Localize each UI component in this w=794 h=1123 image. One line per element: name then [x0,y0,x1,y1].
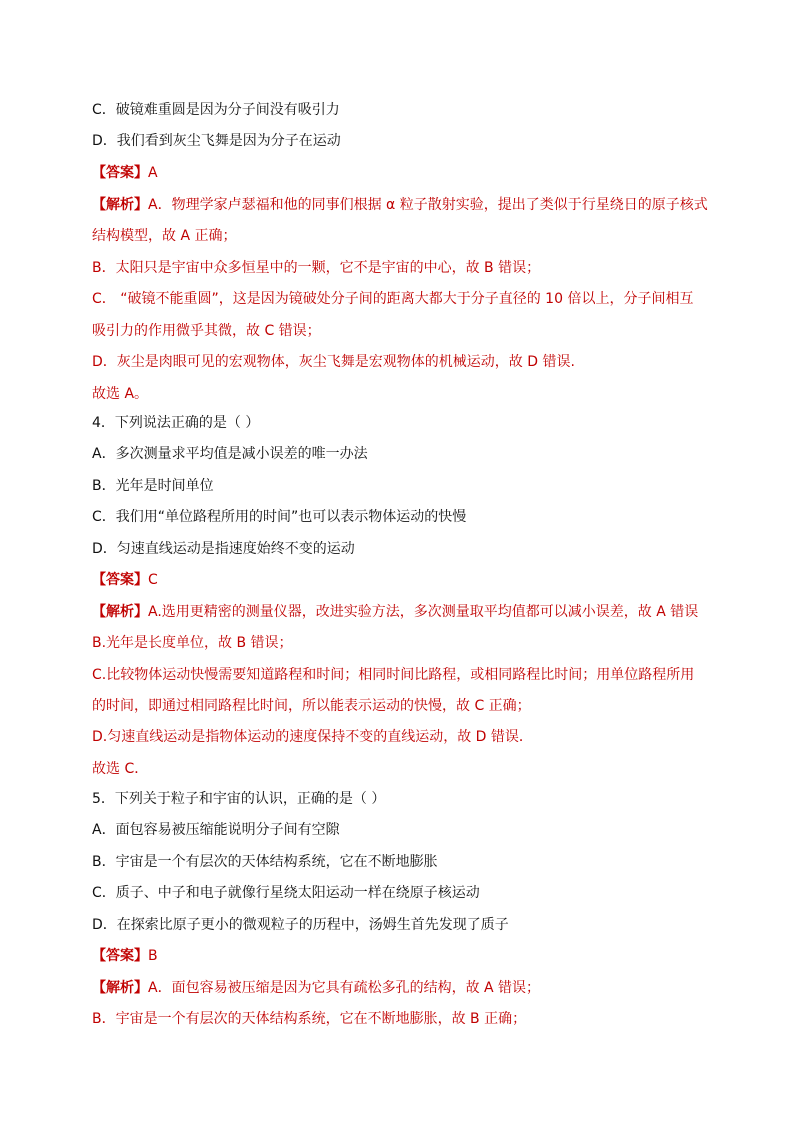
analysis-text: A.选用更精密的测量仪器，改进实验方法，多次测量取平均值都可以减小误差，故 A 错误 [148,604,699,620]
answer-value: B [148,948,158,964]
q3-analysis-line-3: B．太阳只是宇宙中众多恒星中的一颗，它不是宇宙的中心，故 B 错误； [92,260,541,276]
q5-analysis-line-2: B．宇宙是一个有层次的天体结构系统，它在不断地膨胀，故 B 正确； [92,1011,527,1027]
q4-conclusion: 故选 C． [92,761,149,777]
q4-option-b: B．光年是时间单位 [92,478,214,494]
analysis-text: A．物理学家卢瑟福和他的同事们根据 α 粒子散射实验，提出了类似于行星绕日的原子核式 [148,197,708,213]
q4-analysis-line-5: D.匀速直线运动是指物体运动的速度保持不变的直线运动，故 D 错误． [92,729,533,745]
answer-value: A [148,165,158,181]
q4-analysis-line-2: B.光年是长度单位，故 B 错误； [92,635,293,651]
answer-tag: 【答案】 [92,165,148,181]
q3-analysis-line-6: D．灰尘是肉眼可见的宏观物体，灰尘飞舞是宏观物体的机械运动，故 D 错误. [92,354,575,370]
q3-option-c: C．破镜难重圆是因为分子间没有吸引力 [92,102,340,118]
analysis-tag: 【解析】 [92,980,148,996]
answer-tag: 【答案】 [92,572,148,588]
q4-option-d: D．匀速直线运动是指速度始终不变的运动 [92,541,355,557]
q5-answer [92,946,158,966]
q5-option-d: D．在探索比原子更小的微观粒子的历程中，汤姆生首先发现了质子 [92,917,509,933]
q3-option-d: D．我们看到灰尘飞舞是因为分子在运动 [92,133,341,149]
q4-stem: 4．下列说法正确的是（ ） [92,415,260,431]
answer-tag: 【答案】 [92,948,148,964]
q4-analysis-line-4: 的时间，即通过相同路程比时间，所以能表示运动的快慢，故 C 正确； [92,698,531,714]
q4-analysis-line-3: C.比较物体运动快慢需要知道路程和时间；相同时间比路程，或相同路程比时间；用单位路程所用 [92,667,695,683]
q4-option-a: A．多次测量求平均值是减小误差的唯一办法 [92,446,368,462]
q3-analysis-line-5: 吸引力的作用微乎其微，故 C 错误； [92,323,321,339]
q5-option-a: A．面包容易被压缩能说明分子间有空隙 [92,822,340,838]
q3-analysis-line-2: 结构模型，故 A 正确； [92,228,237,244]
q5-option-b: B．宇宙是一个有层次的天体结构系统，它在不断地膨胀 [92,854,438,870]
analysis-text: A．面包容易被压缩是因为它具有疏松多孔的结构，故 A 错误； [148,980,541,996]
q3-answer [92,163,158,183]
q3-conclusion: 故选 A。 [92,386,149,402]
analysis-tag: 【解析】 [92,604,148,620]
q4-option-c: C．我们用“单位路程所用的时间”也可以表示物体运动的快慢 [92,509,467,525]
q4-analysis-line-1 [92,602,698,622]
q3-analysis-line-4: C． “破镜不能重圆”，这是因为镜破处分子间的距离大都大于分子直径的 10 倍以上，分子间相互 [92,291,694,307]
q5-option-c: C．质子、中子和电子就像行星绕太阳运动一样在绕原子核运动 [92,885,480,901]
q5-stem: 5．下列关于粒子和宇宙的认识，正确的是（ ） [92,791,386,807]
q4-answer [92,570,158,590]
analysis-tag: 【解析】 [92,197,148,213]
answer-value: C [148,572,158,588]
q5-analysis-line-1 [92,978,540,998]
q3-analysis-line-1 [92,195,708,215]
